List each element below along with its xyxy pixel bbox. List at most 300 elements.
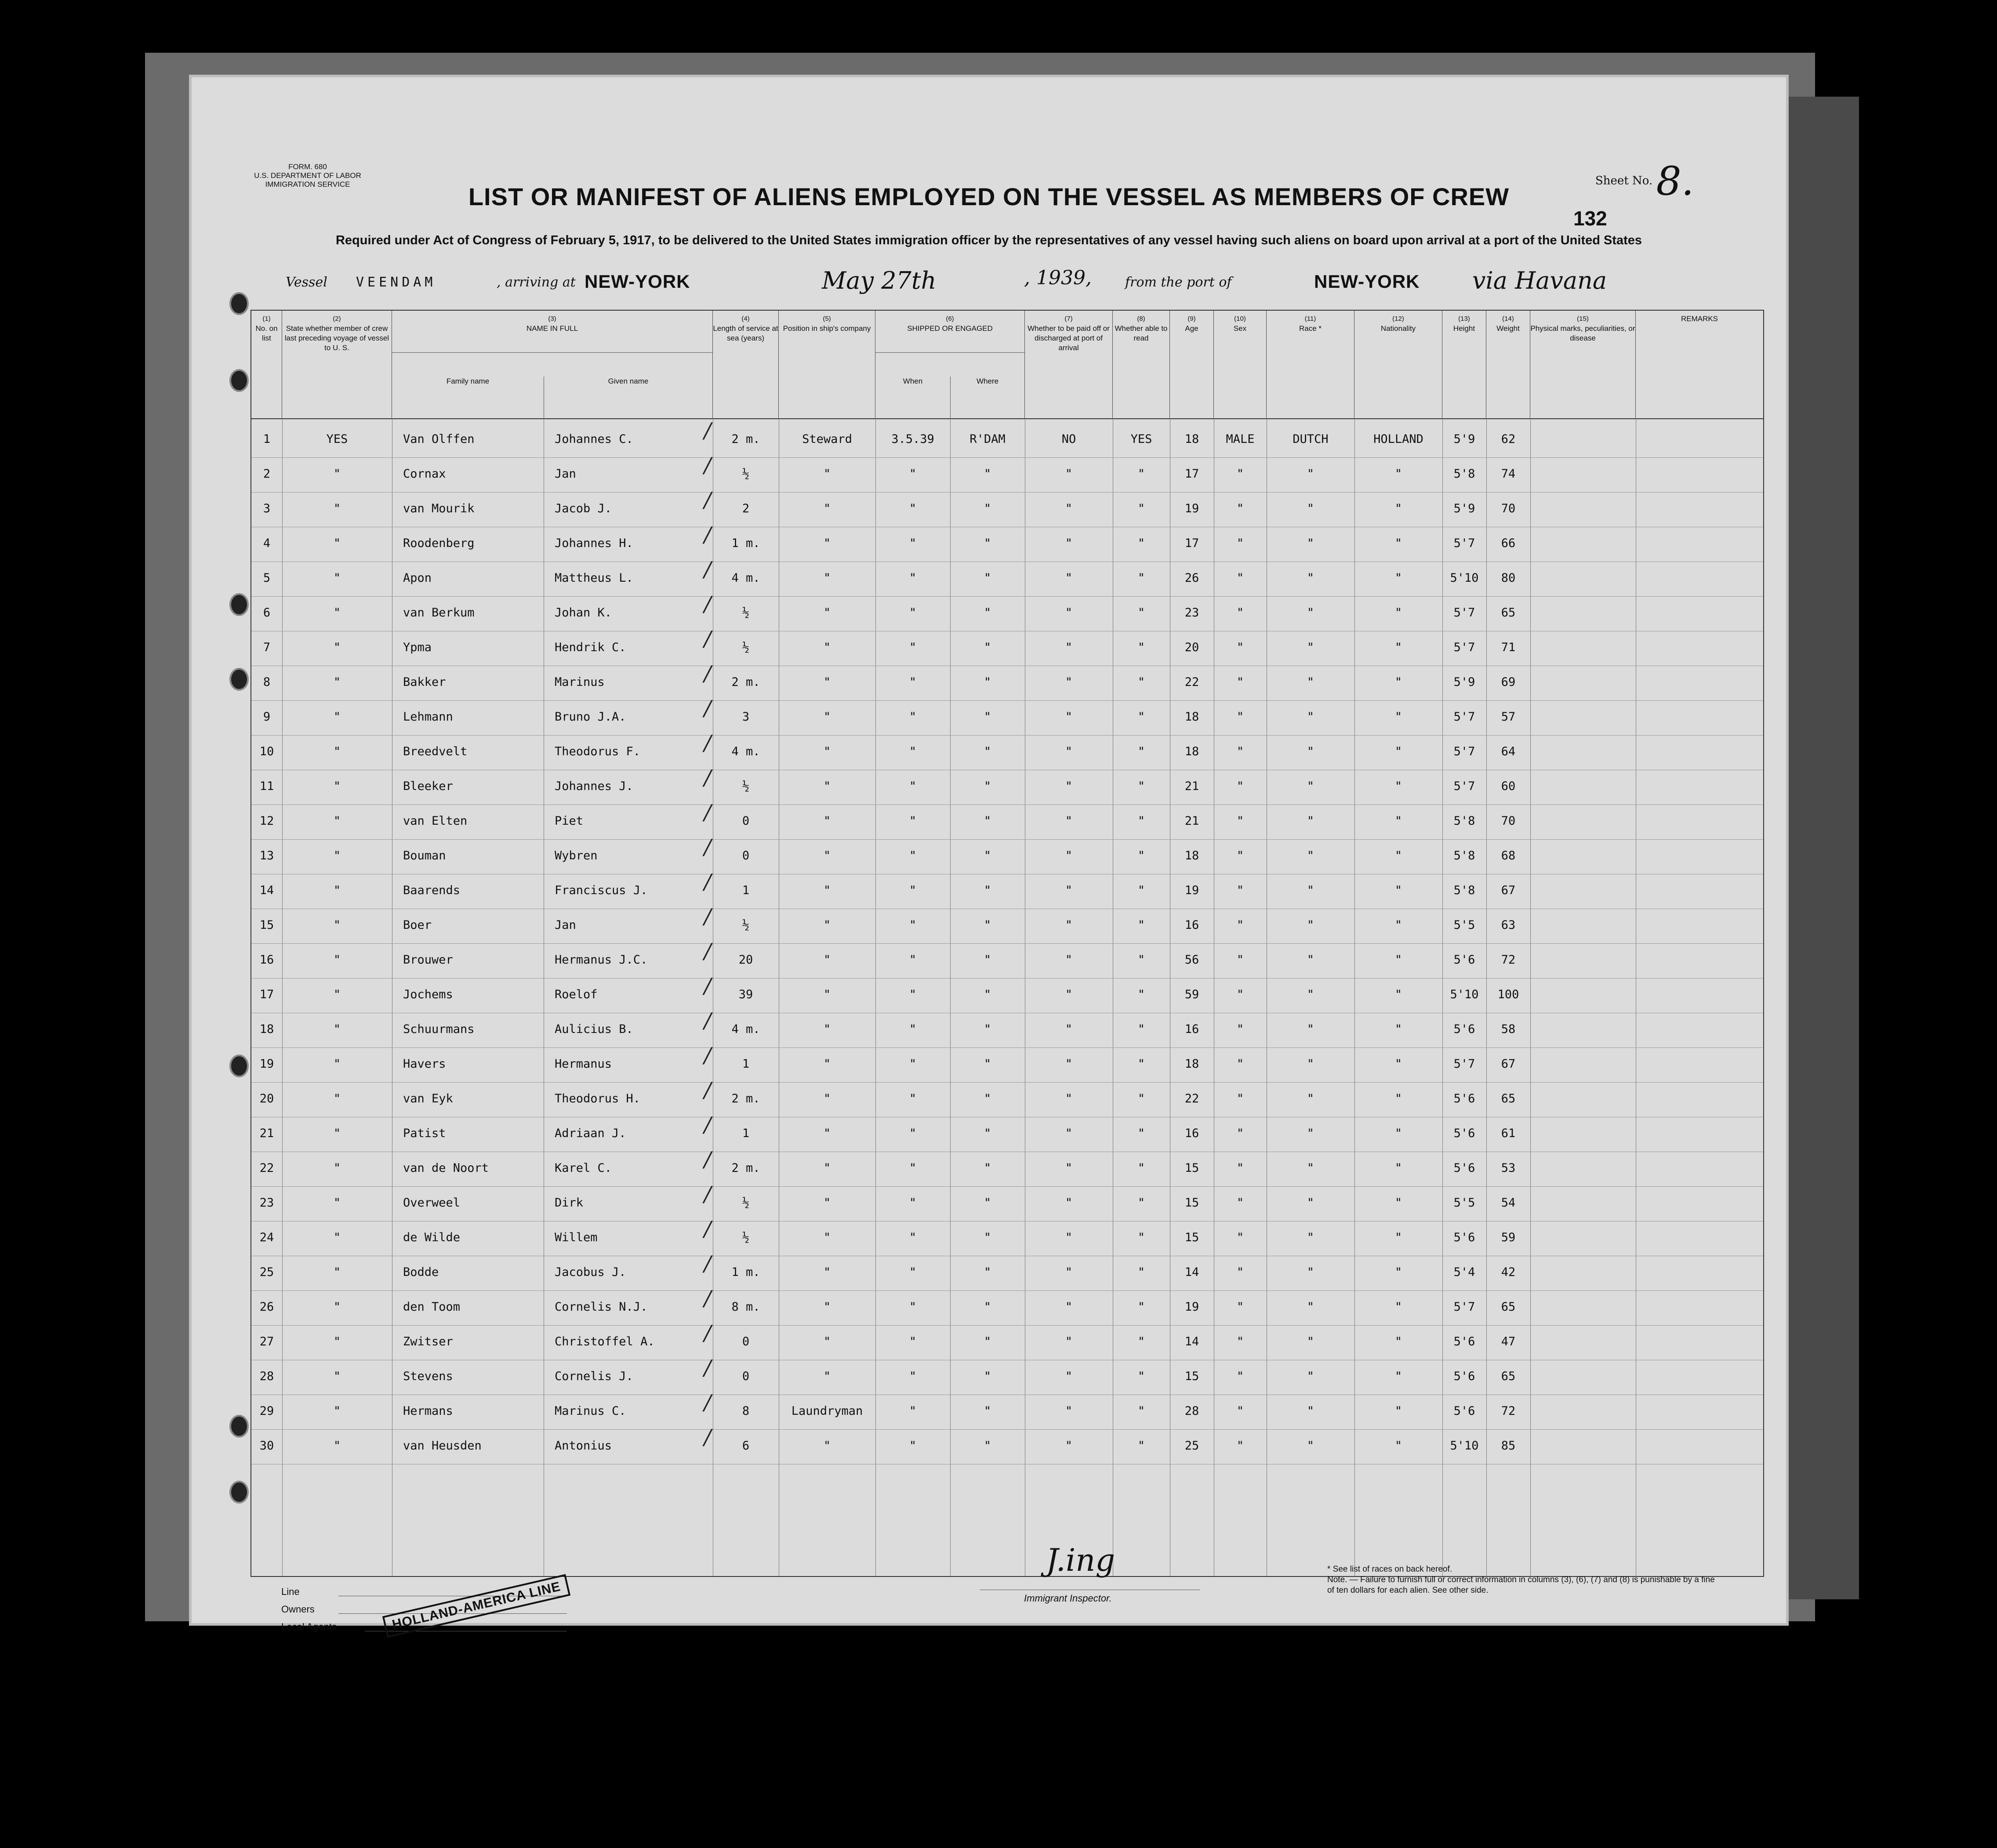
- cell-position: ": [823, 884, 831, 897]
- cell-service-length: 2: [742, 502, 750, 515]
- check-mark: /: [704, 661, 712, 686]
- check-mark: /: [704, 1043, 712, 1068]
- cell-given-name: Theodorus F.: [555, 745, 641, 758]
- cell-sex: ": [1236, 1022, 1244, 1036]
- check-mark: /: [704, 592, 712, 616]
- cell-previous-voyage: YES: [326, 432, 348, 446]
- cell-position: ": [823, 745, 831, 758]
- check-mark: /: [704, 835, 712, 859]
- cell-shipped-when: ": [909, 988, 917, 1001]
- col-header-given: Given name: [608, 377, 649, 385]
- cell-paid-off: ": [1065, 641, 1073, 654]
- cell-row-number: 8: [263, 675, 271, 689]
- cell-nationality: ": [1394, 606, 1402, 620]
- check-mark: /: [704, 522, 712, 547]
- cell-able-to-read: ": [1137, 1092, 1145, 1105]
- check-mark: /: [704, 800, 712, 825]
- cell-able-to-read: ": [1137, 1265, 1145, 1279]
- cell-able-to-read: ": [1137, 1370, 1145, 1383]
- cell-paid-off: ": [1065, 1335, 1073, 1348]
- cell-sex: ": [1236, 1300, 1244, 1314]
- cell-given-name: Roelof: [555, 988, 598, 1001]
- cell-paid-off: NO: [1061, 432, 1076, 446]
- cell-sex: ": [1236, 745, 1244, 758]
- cell-shipped-when: ": [909, 1057, 917, 1071]
- col-header-when: When: [875, 377, 951, 418]
- cell-row-number: 17: [259, 988, 274, 1001]
- cell-given-name: Jacobus J.: [555, 1265, 626, 1279]
- cell-age: 15: [1184, 1161, 1199, 1175]
- check-mark: /: [704, 1078, 712, 1102]
- cell-position: ": [823, 1265, 831, 1279]
- sheet-value: 8.: [1656, 158, 1694, 204]
- check-mark: /: [704, 418, 712, 443]
- check-mark: /: [704, 1147, 712, 1172]
- arrival-date: May 27th: [822, 267, 937, 294]
- manifest-page: [189, 75, 1789, 1632]
- cell-able-to-read: ": [1137, 1300, 1145, 1314]
- cell-weight: 67: [1501, 1057, 1516, 1071]
- table-row: [251, 870, 1763, 909]
- table-row: [251, 1182, 1763, 1221]
- cell-shipped-where: ": [984, 675, 991, 689]
- crew-table: [251, 310, 1764, 1577]
- cell-height: 5'8: [1453, 467, 1475, 481]
- cell-row-number: 30: [259, 1439, 274, 1453]
- cell-sex: ": [1236, 953, 1244, 967]
- cell-service-length: 8: [742, 1404, 750, 1418]
- cell-family-name: van Mourik: [403, 502, 475, 515]
- cell-weight: 72: [1501, 953, 1516, 967]
- cell-nationality: ": [1394, 1092, 1402, 1105]
- cell-given-name: Johannes J.: [555, 779, 633, 793]
- table-row: [251, 1217, 1763, 1256]
- punch-hole: [229, 1054, 249, 1077]
- check-mark: /: [704, 1112, 712, 1137]
- cell-position: ": [823, 779, 831, 793]
- service-name: IMMIGRATION SERVICE: [265, 180, 350, 188]
- col-header-paid-off: (7) Whether to be paid off or discharged at port of arrival: [1025, 311, 1113, 418]
- cell-previous-voyage: ": [333, 988, 341, 1001]
- cell-shipped-where: ": [984, 1022, 991, 1036]
- cell-position: ": [823, 918, 831, 932]
- cell-able-to-read: ": [1137, 918, 1145, 932]
- cell-shipped-when: ": [909, 918, 917, 932]
- cell-family-name: van Elten: [403, 814, 468, 828]
- cell-weight: 71: [1501, 641, 1516, 654]
- cell-family-name: Jochems: [403, 988, 453, 1001]
- cell-family-name: Baarends: [403, 884, 461, 897]
- cell-service-length: ½: [742, 467, 750, 481]
- cell-shipped-where: ": [984, 502, 991, 515]
- punch-hole: [229, 593, 249, 616]
- cell-position: ": [823, 1231, 831, 1244]
- inspector-signature: J.ing: [1046, 1542, 1115, 1578]
- cell-service-length: 2 m.: [731, 432, 760, 446]
- table-row: [251, 1355, 1763, 1395]
- cell-service-length: 1: [742, 1127, 750, 1140]
- table-row: [251, 835, 1763, 874]
- col-header-physical-marks: (15) Physical marks, peculiarities, or disease: [1530, 311, 1636, 418]
- cell-nationality: ": [1394, 1404, 1402, 1418]
- cell-shipped-where: ": [984, 779, 991, 793]
- cell-given-name: Wybren: [555, 849, 598, 862]
- cell-race: ": [1307, 641, 1314, 654]
- cell-paid-off: ": [1065, 988, 1073, 1001]
- cell-weight: 66: [1501, 536, 1516, 550]
- cell-given-name: Johannes C.: [555, 432, 633, 446]
- cell-age: 19: [1184, 502, 1199, 515]
- cell-family-name: Breedvelt: [403, 745, 468, 758]
- check-mark: /: [704, 1217, 712, 1241]
- cell-weight: 53: [1501, 1161, 1516, 1175]
- cell-position: Steward: [802, 432, 852, 446]
- cell-shipped-where: ": [984, 953, 991, 967]
- cell-age: 59: [1184, 988, 1199, 1001]
- cell-weight: 69: [1501, 675, 1516, 689]
- punch-hole: [229, 292, 249, 315]
- cell-height: 5'6: [1453, 1161, 1475, 1175]
- cell-race: ": [1307, 988, 1314, 1001]
- arriving-port: NEW-YORK: [585, 271, 690, 292]
- cell-weight: 85: [1501, 1439, 1516, 1453]
- cell-shipped-when: ": [909, 884, 917, 897]
- cell-nationality: ": [1394, 571, 1402, 585]
- cell-previous-voyage: ": [333, 1057, 341, 1071]
- cell-nationality: ": [1394, 1300, 1402, 1314]
- cell-previous-voyage: ": [333, 641, 341, 654]
- cell-row-number: 13: [259, 849, 274, 862]
- check-mark: /: [704, 1425, 712, 1449]
- cell-race: ": [1307, 675, 1314, 689]
- arrival-year: , 1939,: [1024, 267, 1092, 289]
- cell-able-to-read: ": [1137, 675, 1145, 689]
- cell-sex: ": [1236, 641, 1244, 654]
- cell-shipped-where: ": [984, 1161, 991, 1175]
- cell-previous-voyage: ": [333, 467, 341, 481]
- table-row: [251, 1078, 1763, 1117]
- cell-height: 5'10: [1450, 1439, 1479, 1453]
- cell-row-number: 21: [259, 1127, 274, 1140]
- cell-nationality: ": [1394, 779, 1402, 793]
- fine-note: Note. — Failure to furnish full or correct information in columns (3), (6), (7) and (8) is punishable by a fine of ten dollars for each alien. See other side.: [1327, 1575, 1715, 1595]
- cell-paid-off: ": [1065, 953, 1073, 967]
- cell-paid-off: ": [1065, 884, 1073, 897]
- cell-sex: ": [1236, 1127, 1244, 1140]
- cell-service-length: 4 m.: [731, 745, 760, 758]
- cell-previous-voyage: ": [333, 710, 341, 724]
- cell-weight: 60: [1501, 779, 1516, 793]
- cell-family-name: van de Noort: [403, 1161, 489, 1175]
- cell-height: 5'6: [1453, 1335, 1475, 1348]
- cell-service-length: ½: [742, 1196, 750, 1210]
- cell-paid-off: ": [1065, 814, 1073, 828]
- cell-able-to-read: ": [1137, 884, 1145, 897]
- cell-service-length: 6: [742, 1439, 750, 1453]
- table-row: [251, 1147, 1763, 1187]
- cell-position: ": [823, 710, 831, 724]
- cell-race: ": [1307, 779, 1314, 793]
- cell-given-name: Aulicius B.: [555, 1022, 633, 1036]
- form-number: FORM. 680: [288, 163, 327, 171]
- cell-paid-off: ": [1065, 779, 1073, 793]
- cell-position: ": [823, 1370, 831, 1383]
- cell-able-to-read: ": [1137, 710, 1145, 724]
- cell-previous-voyage: ": [333, 1335, 341, 1348]
- cell-previous-voyage: ": [333, 1022, 341, 1036]
- cell-age: 16: [1184, 918, 1199, 932]
- cell-height: 5'8: [1453, 849, 1475, 862]
- cell-shipped-when: ": [909, 779, 917, 793]
- table-row: [251, 418, 1763, 458]
- cell-position: ": [823, 1196, 831, 1210]
- cell-previous-voyage: ": [333, 849, 341, 862]
- cell-row-number: 2: [263, 467, 271, 481]
- cell-previous-voyage: ": [333, 1196, 341, 1210]
- cell-sex: ": [1236, 1231, 1244, 1244]
- cell-able-to-read: ": [1137, 1439, 1145, 1453]
- cell-previous-voyage: ": [333, 918, 341, 932]
- cell-service-length: ½: [742, 606, 750, 620]
- col-header-shipped: (6) SHIPPED OR ENGAGED When Where: [875, 311, 1025, 418]
- cell-shipped-where: ": [984, 1439, 991, 1453]
- cell-nationality: ": [1394, 1057, 1402, 1071]
- cell-service-length: 3: [742, 710, 750, 724]
- cell-given-name: Hermanus: [555, 1057, 612, 1071]
- cell-shipped-when: ": [909, 1022, 917, 1036]
- table-row: [251, 974, 1763, 1013]
- cell-weight: 63: [1501, 918, 1516, 932]
- cell-shipped-where: ": [984, 918, 991, 932]
- cell-position: ": [823, 988, 831, 1001]
- cell-age: 22: [1184, 675, 1199, 689]
- cell-family-name: van Eyk: [403, 1092, 453, 1105]
- cell-height: 5'6: [1453, 1022, 1475, 1036]
- cell-position: ": [823, 1439, 831, 1453]
- cell-nationality: ": [1394, 918, 1402, 932]
- cell-nationality: ": [1394, 502, 1402, 515]
- cell-age: 21: [1184, 814, 1199, 828]
- cell-nationality: ": [1394, 1265, 1402, 1279]
- cell-previous-voyage: ": [333, 502, 341, 515]
- cell-row-number: 20: [259, 1092, 274, 1105]
- cell-shipped-where: ": [984, 884, 991, 897]
- cell-age: 14: [1184, 1335, 1199, 1348]
- check-mark: /: [704, 627, 712, 651]
- local-agents-label: Local Agents: [281, 1621, 337, 1632]
- cell-able-to-read: ": [1137, 467, 1145, 481]
- cell-age: 18: [1184, 710, 1199, 724]
- cell-row-number: 10: [259, 745, 274, 758]
- cell-service-length: 0: [742, 1335, 750, 1348]
- cell-previous-voyage: ": [333, 745, 341, 758]
- cell-shipped-when: ": [909, 467, 917, 481]
- cell-previous-voyage: ": [333, 675, 341, 689]
- cell-age: 17: [1184, 536, 1199, 550]
- cell-paid-off: ": [1065, 1404, 1073, 1418]
- cell-family-name: van Berkum: [403, 606, 475, 620]
- cell-nationality: ": [1394, 988, 1402, 1001]
- header-rule: [251, 418, 1763, 419]
- cell-weight: 100: [1497, 988, 1519, 1001]
- cell-service-length: 39: [738, 988, 753, 1001]
- cell-age: 15: [1184, 1370, 1199, 1383]
- col-header-weight: (14) Weight: [1486, 311, 1530, 418]
- cell-paid-off: ": [1065, 1300, 1073, 1314]
- cell-age: 16: [1184, 1127, 1199, 1140]
- cell-position: ": [823, 606, 831, 620]
- race-note: * See list of races on back hereof.: [1327, 1565, 1452, 1574]
- table-row: [251, 1112, 1763, 1152]
- cell-race: ": [1307, 571, 1314, 585]
- col-header-service: (4) Length of service at sea (years): [713, 311, 779, 418]
- cell-family-name: Bouman: [403, 849, 446, 862]
- cell-given-name: Piet: [555, 814, 584, 828]
- punch-hole: [229, 369, 249, 392]
- table-row: [251, 661, 1763, 701]
- cell-sex: ": [1236, 710, 1244, 724]
- cell-shipped-when: ": [909, 1404, 917, 1418]
- cell-paid-off: ": [1065, 849, 1073, 862]
- cell-service-length: 0: [742, 1370, 750, 1383]
- table-row: [251, 1390, 1763, 1430]
- cell-height: 5'10: [1450, 988, 1479, 1001]
- cell-given-name: Franciscus J.: [555, 884, 648, 897]
- cell-previous-voyage: ": [333, 1370, 341, 1383]
- cell-shipped-when: ": [909, 536, 917, 550]
- col-header-sex: (10) Sex: [1214, 311, 1267, 418]
- cell-position: ": [823, 1022, 831, 1036]
- cell-race: ": [1307, 536, 1314, 550]
- cell-able-to-read: ": [1137, 988, 1145, 1001]
- cell-shipped-where: ": [984, 988, 991, 1001]
- cell-height: 5'6: [1453, 1404, 1475, 1418]
- cell-sex: ": [1236, 606, 1244, 620]
- cell-family-name: Apon: [403, 571, 432, 585]
- cell-race: ": [1307, 1161, 1314, 1175]
- cell-sex: ": [1236, 1404, 1244, 1418]
- cell-race: ": [1307, 1231, 1314, 1244]
- cell-row-number: 26: [259, 1300, 274, 1314]
- cell-weight: 59: [1501, 1231, 1516, 1244]
- col-header-nationality: (12) Nationality: [1354, 311, 1442, 418]
- cell-height: 5'5: [1453, 918, 1475, 932]
- cell-family-name: Stevens: [403, 1370, 453, 1383]
- cell-position: ": [823, 536, 831, 550]
- cell-position: ": [823, 1057, 831, 1071]
- cell-nationality: ": [1394, 1231, 1402, 1244]
- cell-nationality: ": [1394, 1022, 1402, 1036]
- cell-shipped-where: ": [984, 467, 991, 481]
- check-mark: /: [704, 765, 712, 790]
- background-sheet-edge: [1780, 97, 1859, 1599]
- cell-weight: 67: [1501, 884, 1516, 897]
- col-header-name: (3) NAME IN FULL Family name Given name: [392, 311, 713, 418]
- cell-row-number: 15: [259, 918, 274, 932]
- cell-service-length: 1 m.: [731, 536, 760, 550]
- cell-race: ": [1307, 1335, 1314, 1348]
- cell-age: 20: [1184, 641, 1199, 654]
- department-name: U.S. DEPARTMENT OF LABOR: [254, 171, 361, 180]
- check-mark: /: [704, 488, 712, 512]
- cell-family-name: Patist: [403, 1127, 446, 1140]
- cell-race: ": [1307, 1265, 1314, 1279]
- check-mark: /: [704, 453, 712, 478]
- cell-service-length: ½: [742, 641, 750, 654]
- cell-weight: 57: [1501, 710, 1516, 724]
- cell-able-to-read: ": [1137, 953, 1145, 967]
- cell-given-name: Antonius: [555, 1439, 612, 1453]
- cell-shipped-when: ": [909, 1370, 917, 1383]
- cell-previous-voyage: ": [333, 1231, 341, 1244]
- from-port-label: from the port of: [1125, 275, 1232, 290]
- cell-race: ": [1307, 884, 1314, 897]
- cell-row-number: 3: [263, 502, 271, 515]
- cell-row-number: 19: [259, 1057, 274, 1071]
- vessel-name: VEENDAM: [356, 275, 436, 290]
- cell-paid-off: ": [1065, 536, 1073, 550]
- cell-sex: ": [1236, 1265, 1244, 1279]
- page-number: 132: [1573, 207, 1607, 230]
- cell-age: 14: [1184, 1265, 1199, 1279]
- cell-row-number: 5: [263, 571, 271, 585]
- check-mark: /: [704, 1286, 712, 1311]
- cell-sex: ": [1236, 467, 1244, 481]
- cell-family-name: Cornax: [403, 467, 446, 481]
- cell-shipped-when: ": [909, 1335, 917, 1348]
- cell-nationality: ": [1394, 1370, 1402, 1383]
- cell-position: ": [823, 467, 831, 481]
- check-mark: /: [704, 1008, 712, 1033]
- cell-previous-voyage: ": [333, 1265, 341, 1279]
- cell-weight: 72: [1501, 1404, 1516, 1418]
- cell-able-to-read: ": [1137, 1404, 1145, 1418]
- cell-race: ": [1307, 467, 1314, 481]
- table-row: [251, 765, 1763, 805]
- from-port: NEW-YORK: [1314, 271, 1420, 292]
- cell-paid-off: ": [1065, 502, 1073, 515]
- cell-shipped-where: ": [984, 536, 991, 550]
- owners-label: Owners: [281, 1604, 315, 1615]
- cell-weight: 65: [1501, 606, 1516, 620]
- cell-given-name: Christoffel A.: [555, 1335, 655, 1348]
- line-label: Line: [281, 1586, 300, 1597]
- cell-age: 18: [1184, 432, 1199, 446]
- cell-race: ": [1307, 1057, 1314, 1071]
- cell-height: 5'7: [1453, 710, 1475, 724]
- table-row: [251, 904, 1763, 944]
- cell-height: 5'7: [1453, 606, 1475, 620]
- cell-weight: 65: [1501, 1300, 1516, 1314]
- cell-service-length: ½: [742, 918, 750, 932]
- cell-weight: 68: [1501, 849, 1516, 862]
- cell-nationality: ": [1394, 1335, 1402, 1348]
- cell-sex: ": [1236, 675, 1244, 689]
- cell-race: ": [1307, 1196, 1314, 1210]
- cell-race: ": [1307, 710, 1314, 724]
- cell-family-name: Overweel: [403, 1196, 461, 1210]
- cell-able-to-read: ": [1137, 849, 1145, 862]
- cell-race: DUTCH: [1293, 432, 1329, 446]
- cell-nationality: ": [1394, 467, 1402, 481]
- cell-shipped-when: ": [909, 606, 917, 620]
- cell-sex: ": [1236, 849, 1244, 862]
- cell-service-length: 1: [742, 884, 750, 897]
- cell-paid-off: ": [1065, 675, 1073, 689]
- cell-service-length: 2 m.: [731, 675, 760, 689]
- cell-given-name: Jacob J.: [555, 502, 612, 515]
- check-mark: /: [704, 1321, 712, 1345]
